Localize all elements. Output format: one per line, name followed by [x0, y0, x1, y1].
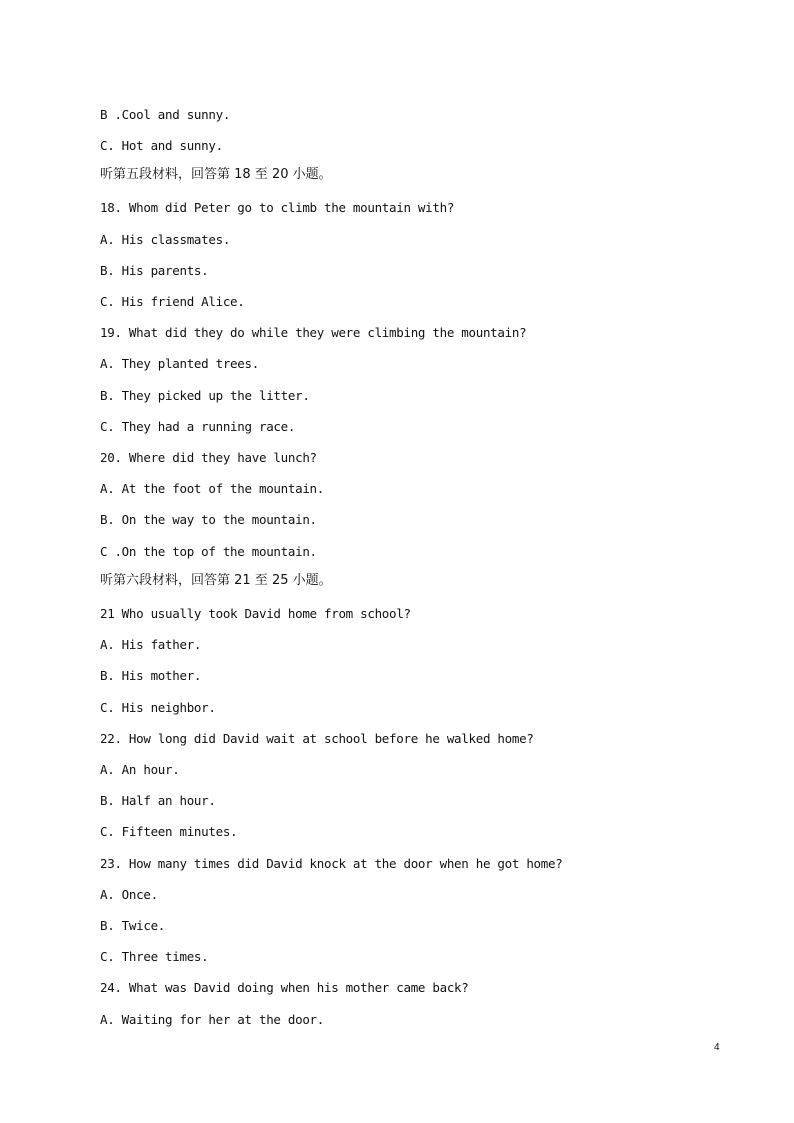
- option-21a: A. His father.: [100, 637, 202, 652]
- section-heading-6: 听第六段材料，回答第 21 至 25 小题。: [100, 573, 332, 588]
- option-22c: C. Fifteen minutes.: [100, 824, 238, 839]
- option-20b: B. On the way to the mountain.: [100, 512, 317, 527]
- option-19b: B. They picked up the litter.: [100, 388, 310, 403]
- option-21b: B. His mother.: [100, 668, 202, 683]
- option-20a: A. At the foot of the mountain.: [100, 481, 324, 496]
- option-24a: A. Waiting for her at the door.: [100, 1012, 324, 1027]
- option-23b: B. Twice.: [100, 918, 166, 933]
- page-number: 4: [714, 1042, 720, 1053]
- option-18a: A. His classmates.: [100, 232, 231, 247]
- question-20: 20. Where did they have lunch?: [100, 450, 317, 465]
- option-22a: A. An hour.: [100, 762, 180, 777]
- option-23c: C. Three times.: [100, 949, 209, 964]
- option-17c: C. Hot and sunny.: [100, 138, 223, 153]
- option-21c: C. His neighbor.: [100, 700, 216, 715]
- question-18: 18. Whom did Peter go to climb the mountain with?: [100, 200, 455, 215]
- question-19: 19. What did they do while they were climbing the mountain?: [100, 325, 527, 340]
- option-19c: C. They had a running race.: [100, 419, 296, 434]
- option-17b: B .Cool and sunny.: [100, 107, 231, 122]
- question-24: 24. What was David doing when his mother came back?: [100, 980, 469, 995]
- option-19a: A. They planted trees.: [100, 356, 259, 371]
- option-23a: A. Once.: [100, 887, 158, 902]
- option-18b: B. His parents.: [100, 263, 209, 278]
- question-22: 22. How long did David wait at school before he walked home?: [100, 731, 534, 746]
- option-22b: B. Half an hour.: [100, 793, 216, 808]
- option-18c: C. His friend Alice.: [100, 294, 245, 309]
- option-20c: C .On the top of the mountain.: [100, 544, 317, 559]
- question-21: 21 Who usually took David home from school?: [100, 606, 411, 621]
- section-heading-5: 听第五段材料，回答第 18 至 20 小题。: [100, 167, 332, 182]
- question-23: 23. How many times did David knock at the door when he got home?: [100, 856, 563, 871]
